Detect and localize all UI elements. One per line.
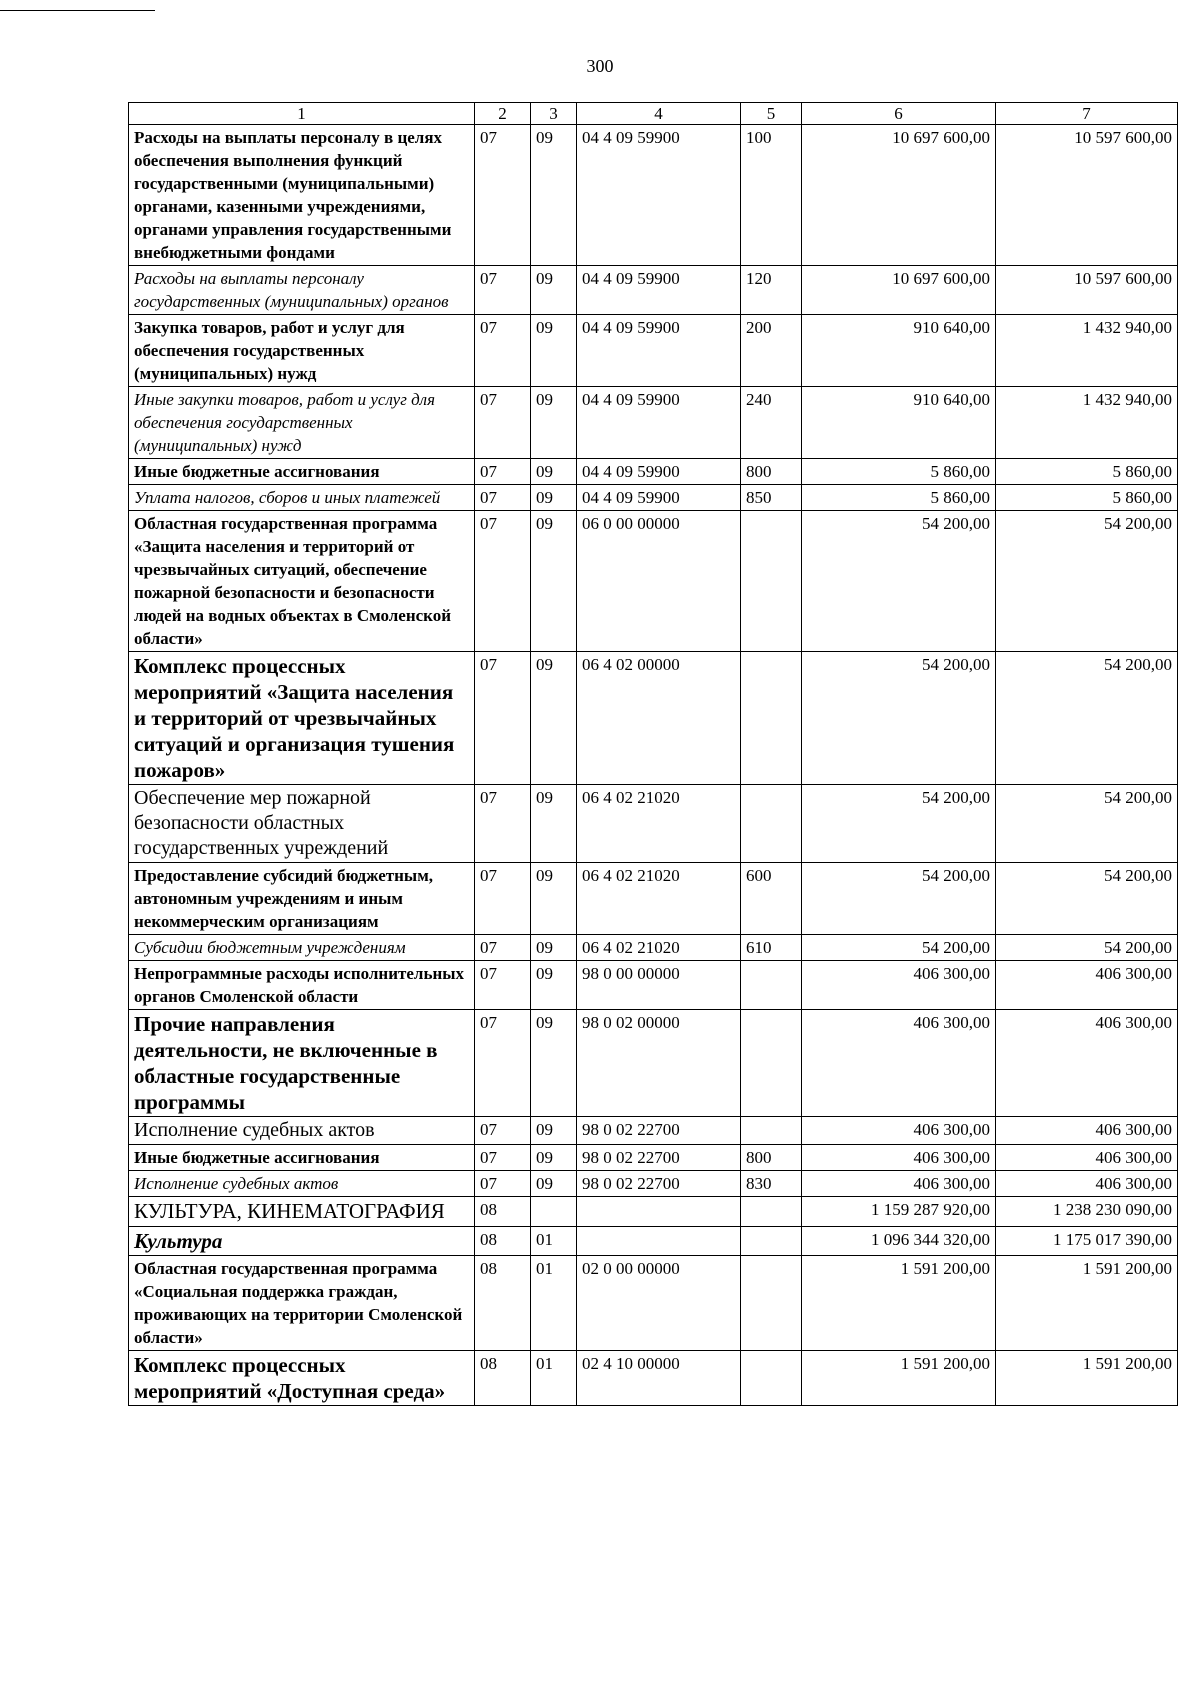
expense-type-code xyxy=(741,1256,802,1351)
target-article-code: 04 4 09 59900 xyxy=(577,485,741,511)
header-cell: 2 xyxy=(475,103,531,125)
row-name: Областная государственная программа «Социальная поддержка граждан, проживающих на территории Смоленской области» xyxy=(129,1256,475,1351)
section-code: 07 xyxy=(475,1010,531,1117)
amount-year-2: 406 300,00 xyxy=(996,1171,1178,1197)
expense-type-code xyxy=(741,1010,802,1117)
section-code: 07 xyxy=(475,1145,531,1171)
amount-year-2: 406 300,00 xyxy=(996,1145,1178,1171)
header-cell: 6 xyxy=(802,103,996,125)
subsection-code: 09 xyxy=(531,459,577,485)
target-article-code: 06 0 00 00000 xyxy=(577,511,741,652)
target-article-code: 04 4 09 59900 xyxy=(577,125,741,266)
amount-year-2: 1 432 940,00 xyxy=(996,387,1178,459)
row-name: Областная государственная программа «Защита населения и территорий от чрезвычайных ситуаций, обеспечение пожарной безопасности и безопасности людей на водных объектах в Смоленской области» xyxy=(129,511,475,652)
subsection-code: 09 xyxy=(531,1117,577,1145)
amount-year-2: 1 432 940,00 xyxy=(996,315,1178,387)
subsection-code: 09 xyxy=(531,652,577,785)
amount-year-1: 54 200,00 xyxy=(802,511,996,652)
target-article-code: 04 4 09 59900 xyxy=(577,315,741,387)
expense-type-code xyxy=(741,652,802,785)
subsection-code: 09 xyxy=(531,315,577,387)
amount-year-2: 1 175 017 390,00 xyxy=(996,1227,1178,1256)
amount-year-1: 406 300,00 xyxy=(802,1117,996,1145)
page-number: 300 xyxy=(586,56,614,76)
expense-type-code: 240 xyxy=(741,387,802,459)
row-name: Непрограммные расходы исполнительных органов Смоленской области xyxy=(129,961,475,1010)
row-name: Исполнение судебных актов xyxy=(129,1117,475,1145)
target-article-code: 98 0 02 22700 xyxy=(577,1145,741,1171)
amount-year-1: 406 300,00 xyxy=(802,1145,996,1171)
target-article-code: 98 0 00 00000 xyxy=(577,961,741,1010)
amount-year-2: 54 200,00 xyxy=(996,785,1178,863)
amount-year-1: 10 697 600,00 xyxy=(802,125,996,266)
header-cell: 7 xyxy=(996,103,1178,125)
amount-year-2: 54 200,00 xyxy=(996,863,1178,935)
expense-type-code xyxy=(741,1227,802,1256)
row-name: Закупка товаров, работ и услуг для обеспечения государственных (муниципальных) нужд xyxy=(129,315,475,387)
amount-year-1: 54 200,00 xyxy=(802,652,996,785)
section-code: 07 xyxy=(475,387,531,459)
amount-year-1: 5 860,00 xyxy=(802,485,996,511)
subsection-code: 09 xyxy=(531,935,577,961)
target-article-code: 04 4 09 59900 xyxy=(577,387,741,459)
row-name: Культура xyxy=(129,1227,475,1256)
target-article-code: 06 4 02 21020 xyxy=(577,785,741,863)
table-row xyxy=(129,935,1178,961)
expense-type-code: 600 xyxy=(741,863,802,935)
target-article-code xyxy=(577,1227,741,1256)
table-row xyxy=(129,1010,1178,1117)
table-row xyxy=(129,125,1178,266)
target-article-code: 98 0 02 00000 xyxy=(577,1010,741,1117)
header-cell: 1 xyxy=(129,103,475,125)
subsection-code: 09 xyxy=(531,1145,577,1171)
section-code: 07 xyxy=(475,961,531,1010)
header-row xyxy=(129,103,1178,125)
row-name: Прочие направления деятельности, не включенные в областные государственные программы xyxy=(129,1010,475,1117)
target-article-code: 02 0 00 00000 xyxy=(577,1256,741,1351)
subsection-code: 09 xyxy=(531,266,577,315)
table-row xyxy=(129,485,1178,511)
amount-year-2: 1 591 200,00 xyxy=(996,1256,1178,1351)
top-rule xyxy=(0,10,155,11)
section-code: 07 xyxy=(475,459,531,485)
subsection-code xyxy=(531,1197,577,1227)
table-row xyxy=(129,266,1178,315)
amount-year-1: 910 640,00 xyxy=(802,387,996,459)
amount-year-1: 5 860,00 xyxy=(802,459,996,485)
section-code: 07 xyxy=(475,785,531,863)
amount-year-1: 1 591 200,00 xyxy=(802,1351,996,1406)
expense-type-code xyxy=(741,511,802,652)
expense-type-code: 800 xyxy=(741,1145,802,1171)
expense-type-code: 100 xyxy=(741,125,802,266)
expense-type-code: 200 xyxy=(741,315,802,387)
section-code: 07 xyxy=(475,1171,531,1197)
amount-year-2: 5 860,00 xyxy=(996,485,1178,511)
target-article-code: 04 4 09 59900 xyxy=(577,459,741,485)
target-article-code xyxy=(577,1197,741,1227)
amount-year-1: 406 300,00 xyxy=(802,1171,996,1197)
amount-year-2: 1 591 200,00 xyxy=(996,1351,1178,1406)
subsection-code: 09 xyxy=(531,485,577,511)
table-row xyxy=(129,511,1178,652)
amount-year-2: 1 238 230 090,00 xyxy=(996,1197,1178,1227)
row-name: Иные закупки товаров, работ и услуг для обеспечения государственных (муниципальных) нужд xyxy=(129,387,475,459)
section-code: 07 xyxy=(475,935,531,961)
row-name: Субсидии бюджетным учреждениям xyxy=(129,935,475,961)
target-article-code: 06 4 02 21020 xyxy=(577,935,741,961)
header-cell: 5 xyxy=(741,103,802,125)
expense-type-code: 120 xyxy=(741,266,802,315)
amount-year-1: 1 096 344 320,00 xyxy=(802,1227,996,1256)
section-code: 07 xyxy=(475,125,531,266)
amount-year-2: 406 300,00 xyxy=(996,961,1178,1010)
target-article-code: 04 4 09 59900 xyxy=(577,266,741,315)
section-code: 07 xyxy=(475,863,531,935)
amount-year-1: 910 640,00 xyxy=(802,315,996,387)
subsection-code: 09 xyxy=(531,1171,577,1197)
section-code: 08 xyxy=(475,1256,531,1351)
section-code: 07 xyxy=(475,315,531,387)
row-name: КУЛЬТУРА, КИНЕМАТОГРАФИЯ xyxy=(129,1197,475,1227)
amount-year-2: 54 200,00 xyxy=(996,511,1178,652)
amount-year-2: 10 597 600,00 xyxy=(996,125,1178,266)
amount-year-2: 5 860,00 xyxy=(996,459,1178,485)
header-cell: 4 xyxy=(577,103,741,125)
table-row xyxy=(129,1171,1178,1197)
table-row xyxy=(129,387,1178,459)
section-code: 08 xyxy=(475,1351,531,1406)
expense-type-code: 830 xyxy=(741,1171,802,1197)
subsection-code: 09 xyxy=(531,125,577,266)
table-row xyxy=(129,1117,1178,1145)
row-name: Уплата налогов, сборов и иных платежей xyxy=(129,485,475,511)
row-name: Комплекс процессных мероприятий «Защита населения и территорий от чрезвычайных ситуаций и организация тушения пожаров» xyxy=(129,652,475,785)
amount-year-1: 1 159 287 920,00 xyxy=(802,1197,996,1227)
row-name: Комплекс процессных мероприятий «Доступная среда» xyxy=(129,1351,475,1406)
section-code: 07 xyxy=(475,266,531,315)
expense-type-code: 800 xyxy=(741,459,802,485)
subsection-code: 01 xyxy=(531,1351,577,1406)
row-name: Предоставление субсидий бюджетным, автономным учреждениям и иным некоммерческим организациям xyxy=(129,863,475,935)
subsection-code: 09 xyxy=(531,387,577,459)
target-article-code: 06 4 02 00000 xyxy=(577,652,741,785)
expense-type-code xyxy=(741,1117,802,1145)
table-row xyxy=(129,1145,1178,1171)
expense-type-code xyxy=(741,1351,802,1406)
table-row xyxy=(129,652,1178,785)
target-article-code: 02 4 10 00000 xyxy=(577,1351,741,1406)
table-row xyxy=(129,1197,1178,1227)
subsection-code: 01 xyxy=(531,1256,577,1351)
target-article-code: 98 0 02 22700 xyxy=(577,1171,741,1197)
subsection-code: 09 xyxy=(531,961,577,1010)
amount-year-1: 406 300,00 xyxy=(802,961,996,1010)
subsection-code: 09 xyxy=(531,1010,577,1117)
amount-year-2: 10 597 600,00 xyxy=(996,266,1178,315)
amount-year-1: 10 697 600,00 xyxy=(802,266,996,315)
table-row xyxy=(129,315,1178,387)
expense-type-code: 850 xyxy=(741,485,802,511)
amount-year-1: 54 200,00 xyxy=(802,935,996,961)
amount-year-2: 54 200,00 xyxy=(996,935,1178,961)
subsection-code: 01 xyxy=(531,1227,577,1256)
table-row xyxy=(129,961,1178,1010)
section-code: 08 xyxy=(475,1227,531,1256)
expense-type-code xyxy=(741,785,802,863)
amount-year-2: 54 200,00 xyxy=(996,652,1178,785)
expense-type-code xyxy=(741,1197,802,1227)
table-row xyxy=(129,1227,1178,1256)
subsection-code: 09 xyxy=(531,863,577,935)
expense-type-code xyxy=(741,961,802,1010)
table-row xyxy=(129,1256,1178,1351)
header-cell: 3 xyxy=(531,103,577,125)
target-article-code: 06 4 02 21020 xyxy=(577,863,741,935)
budget-table xyxy=(128,102,1178,1406)
row-name: Расходы на выплаты персоналу в целях обеспечения выполнения функций государственными (муниципальными) органами, казенными учреждениями, органами управления государственными внебюджетными фондами xyxy=(129,125,475,266)
subsection-code: 09 xyxy=(531,785,577,863)
section-code: 07 xyxy=(475,485,531,511)
table-row xyxy=(129,863,1178,935)
amount-year-1: 54 200,00 xyxy=(802,863,996,935)
section-code: 07 xyxy=(475,652,531,785)
table-row xyxy=(129,1351,1178,1406)
table-row xyxy=(129,459,1178,485)
section-code: 08 xyxy=(475,1197,531,1227)
section-code: 07 xyxy=(475,511,531,652)
table-row xyxy=(129,785,1178,863)
amount-year-2: 406 300,00 xyxy=(996,1117,1178,1145)
row-name: Исполнение судебных актов xyxy=(129,1171,475,1197)
expense-type-code: 610 xyxy=(741,935,802,961)
target-article-code: 98 0 02 22700 xyxy=(577,1117,741,1145)
section-code: 07 xyxy=(475,1117,531,1145)
amount-year-1: 406 300,00 xyxy=(802,1010,996,1117)
row-name: Расходы на выплаты персоналу государственных (муниципальных) органов xyxy=(129,266,475,315)
amount-year-1: 54 200,00 xyxy=(802,785,996,863)
row-name: Обеспечение мер пожарной безопасности областных государственных учреждений xyxy=(129,785,475,863)
subsection-code: 09 xyxy=(531,511,577,652)
row-name: Иные бюджетные ассигнования xyxy=(129,1145,475,1171)
amount-year-2: 406 300,00 xyxy=(996,1010,1178,1117)
row-name: Иные бюджетные ассигнования xyxy=(129,459,475,485)
amount-year-1: 1 591 200,00 xyxy=(802,1256,996,1351)
